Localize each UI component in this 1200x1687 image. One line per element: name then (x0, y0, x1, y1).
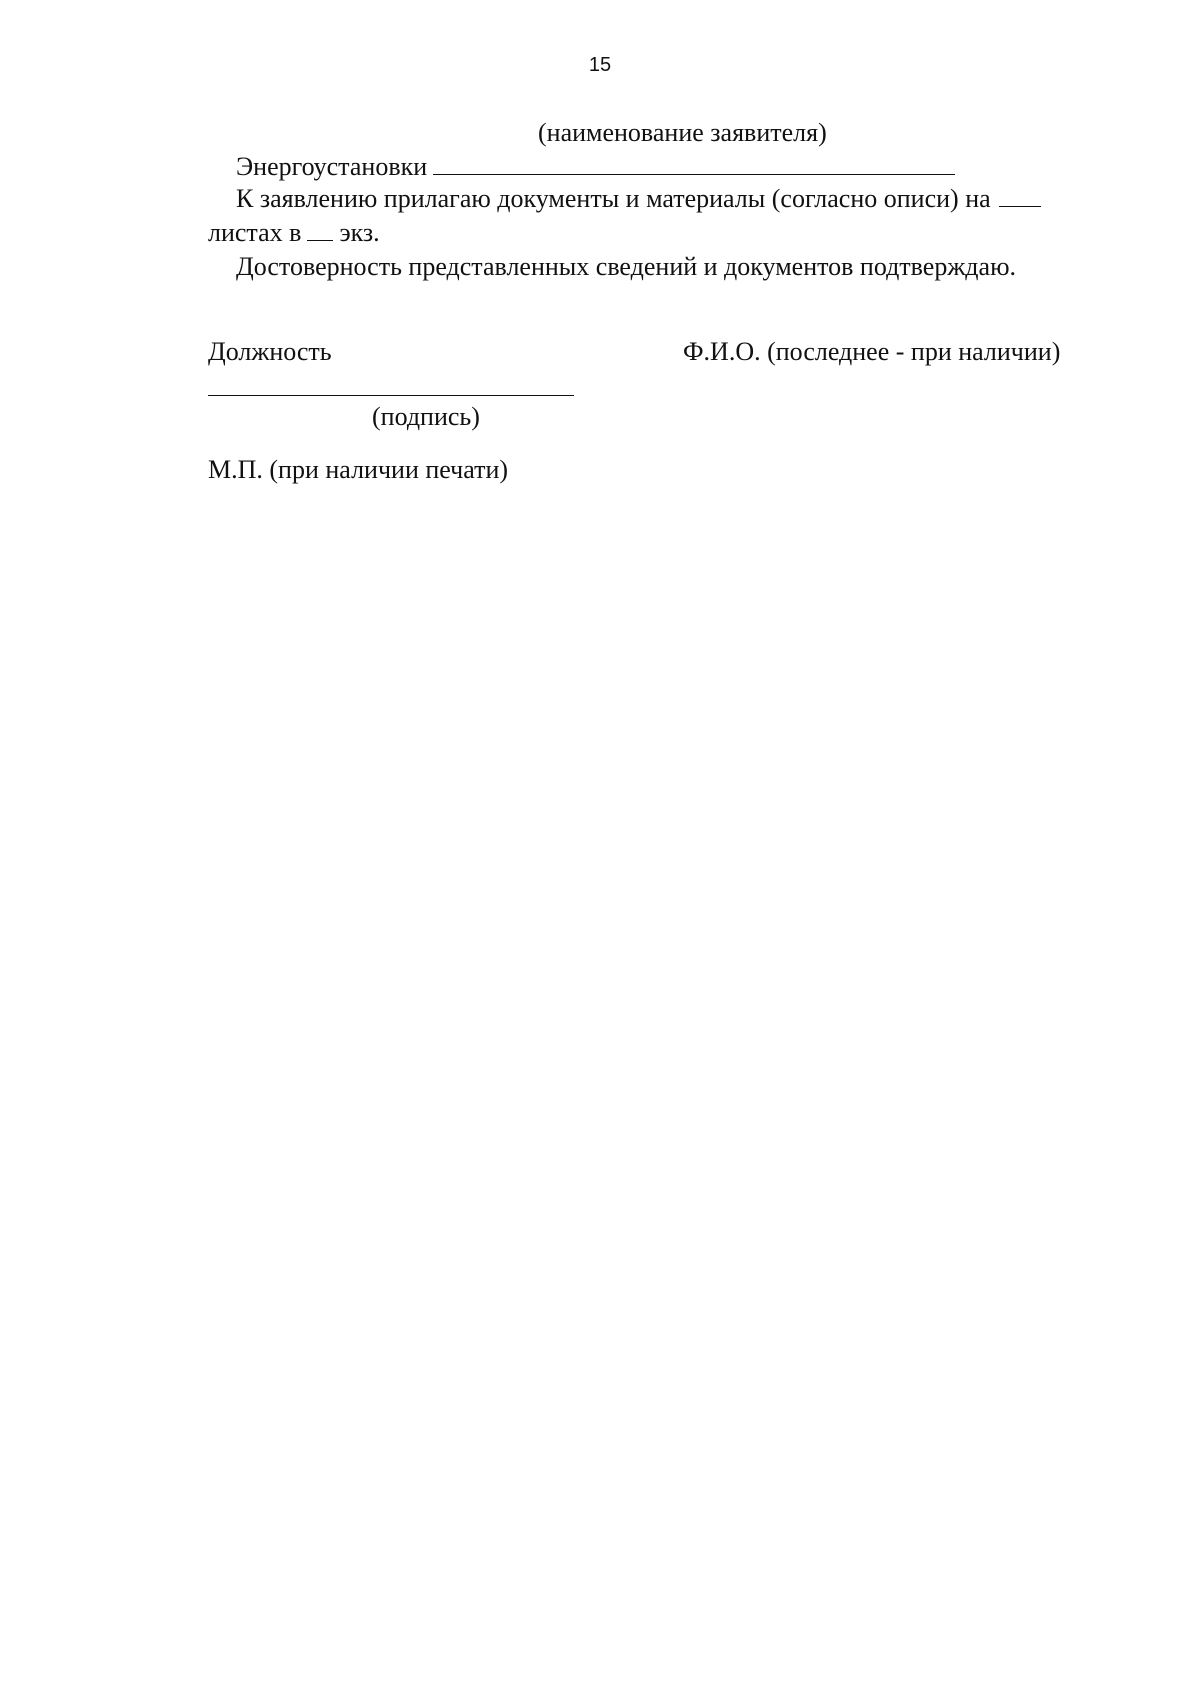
installation-blank (433, 152, 955, 175)
applicant-name-caption: (наименование заявителя) (538, 118, 827, 147)
attachment-text-2a: листах в (208, 218, 302, 247)
stamp-label: М.П. (при наличии печати) (208, 455, 509, 484)
installation-line (236, 152, 955, 182)
signature-line (208, 395, 574, 396)
confirmation-text: Достоверность представленных сведений и документов подтверждаю. (236, 252, 1016, 281)
copies-count-blank (307, 218, 333, 241)
sheets-count-blank (999, 184, 1041, 207)
position-label: Должность (208, 337, 332, 366)
attachment-text-1: К заявлению прилагаю документы и материалы (согласно описи) на (236, 184, 991, 213)
attachment-line-1 (236, 184, 1041, 214)
signature-caption: (подпись) (372, 402, 480, 431)
attachment-line-2 (208, 218, 380, 248)
page-number: 15 (588, 54, 612, 76)
installation-label: Энергоустановки (236, 152, 428, 181)
fio-label: Ф.И.О. (последнее - при наличии) (683, 337, 1061, 366)
attachment-text-2b: экз. (339, 218, 380, 247)
